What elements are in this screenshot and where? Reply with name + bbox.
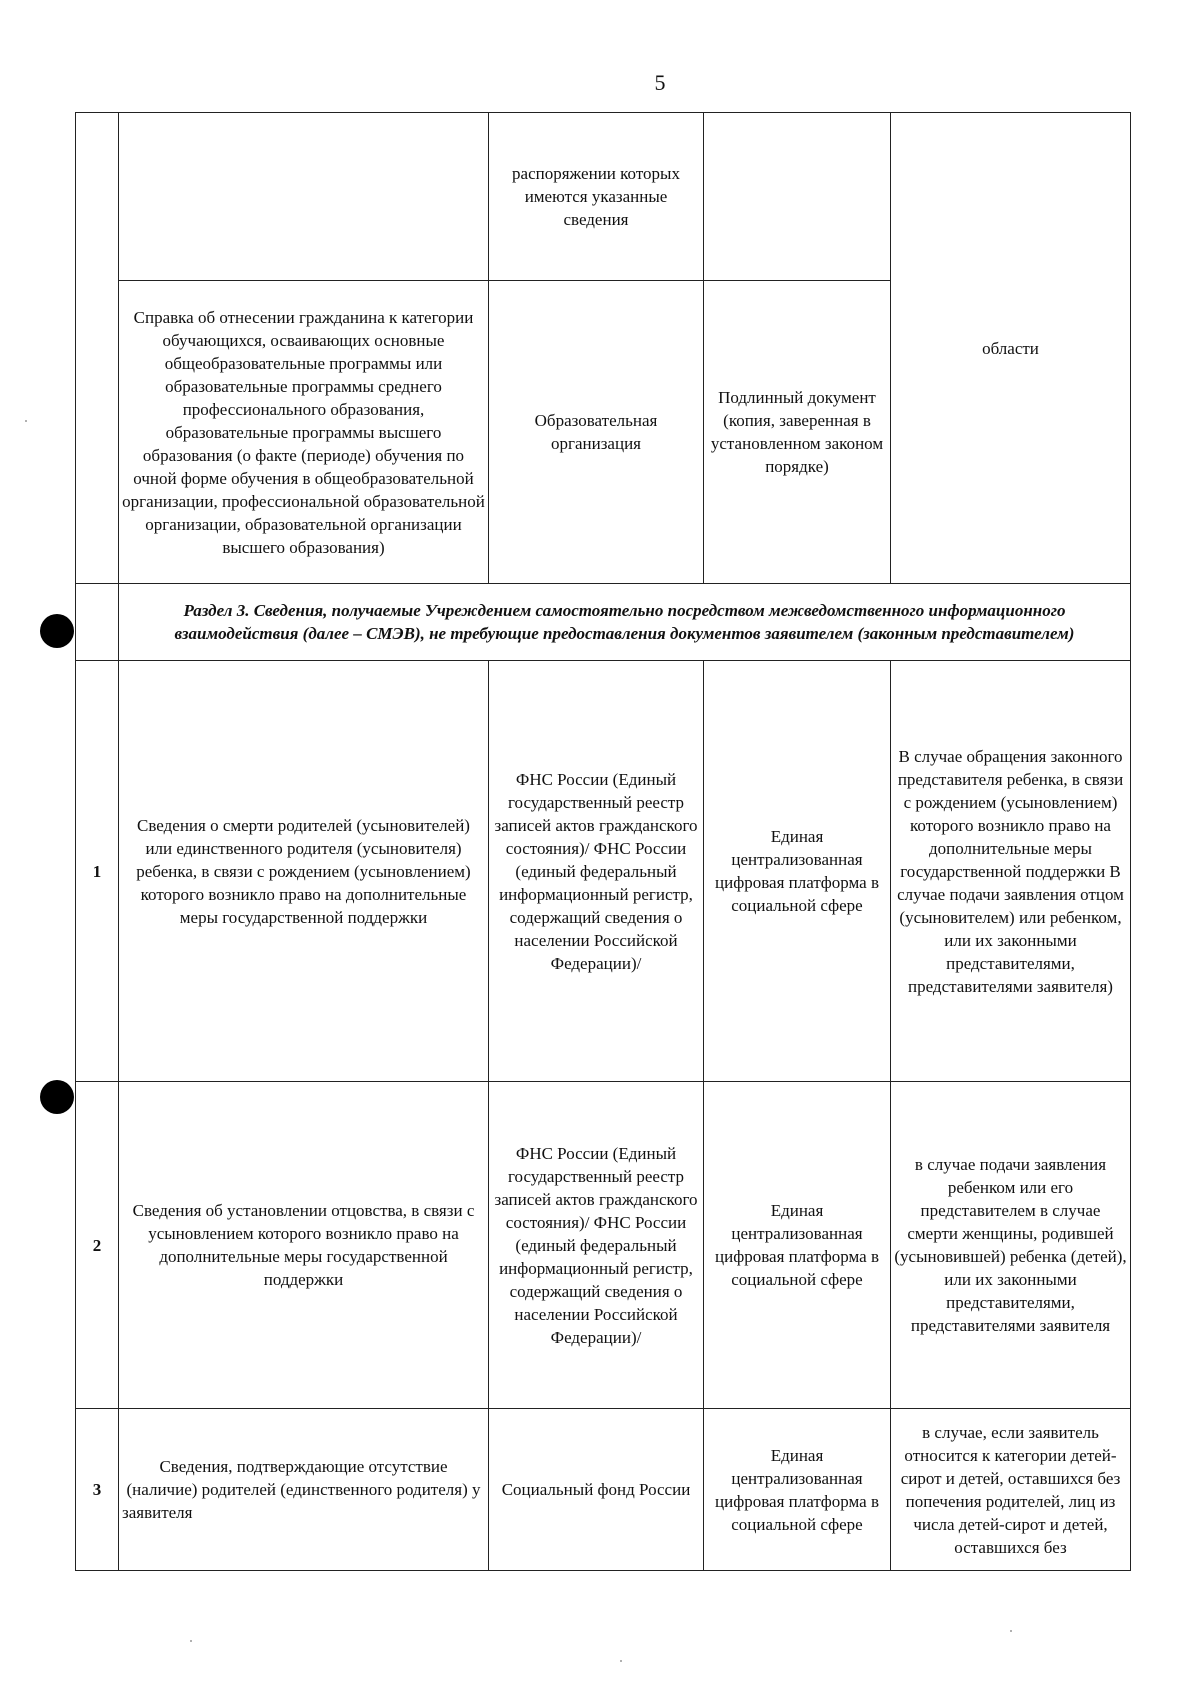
row-number: 2 xyxy=(76,1082,119,1409)
table-cell-channel: Единая централизованная цифровая платформа в социальной сфере xyxy=(704,661,891,1082)
page-number: 5 xyxy=(654,70,666,95)
table-cell-source: распоряжении которых имеются указанные сведения xyxy=(489,113,704,281)
table-cell-name: Сведения об установлении отцовства, в связи с усыновлением которого возникло право на дополнительные меры государственной поддержки xyxy=(119,1082,489,1409)
table-cell-source: ФНС России (Единый государственный реестр записей актов гражданского состояния)/ ФНС России (единый федеральный информационный регистр, содержащий сведения о населении Российской Федерации)/ xyxy=(489,661,704,1082)
punch-hole xyxy=(40,614,74,648)
table-row xyxy=(76,1082,1131,1409)
row-number: 3 xyxy=(76,1409,119,1571)
table-row xyxy=(76,113,1131,281)
table-cell-num xyxy=(76,113,119,584)
table-cell-name: Сведения, подтверждающие отсутствие (наличие) родителей (единственного родителя) у заявителя xyxy=(119,1409,489,1571)
table-cell-channel: Единая централизованная цифровая платформа в социальной сфере xyxy=(704,1082,891,1409)
table-cell-source: ФНС России (Единый государственный реестр записей актов гражданского состояния)/ ФНС России (единый федеральный информационный регистр, содержащий сведения о населении Российской Федерации)/ xyxy=(489,1082,704,1409)
table-cell-num xyxy=(76,584,119,661)
punch-hole xyxy=(40,1080,74,1114)
table-cell-name xyxy=(119,113,489,281)
scan-speck xyxy=(25,420,27,422)
table-cell-condition: в случае, если заявитель относится к категории детей-сирот и детей, оставшихся без попечения родителей, лиц из числа детей-сирот и детей, оставшихся без xyxy=(891,1409,1131,1571)
scan-speck xyxy=(1010,1630,1012,1632)
table-cell-condition: области xyxy=(891,113,1131,584)
scan-speck xyxy=(620,1660,622,1662)
table-row xyxy=(76,661,1131,1082)
section-header: Раздел 3. Сведения, получаемые Учреждением самостоятельно посредством межведомственного информационного взаимодействия (далее – СМЭВ), не требующие предоставления документов заявителем (законным представителем) xyxy=(119,584,1131,661)
table-cell-condition: В случае обращения законного представителя ребенка, в связи с рождением (усыновлением) которого возникло право на дополнительные меры государственной поддержки В случае подачи заявления отцом (усыновителем) или ребенком, или их законными представителями, представителями заявителя) xyxy=(891,661,1131,1082)
table-cell-condition: в случае подачи заявления ребенком или его представителем в случае смерти женщины, родившей (усыновившей) ребенка (детей), или их законными представителями, представителями заявителя xyxy=(891,1082,1131,1409)
table-cell-source: Образовательная организация xyxy=(489,281,704,584)
row-number: 1 xyxy=(76,661,119,1082)
table-cell-name: Сведения о смерти родителей (усыновителей) или единственного родителя (усыновителя) ребенка, в связи с рождением (усыновлением) которого возникло право на дополнительные меры государственной поддержки xyxy=(119,661,489,1082)
documents-table xyxy=(75,112,1131,1571)
table-cell-form: Подлинный документ (копия, заверенная в установленном законом порядке) xyxy=(704,281,891,584)
scan-speck xyxy=(190,1640,192,1642)
table-cell-name: Справка об отнесении гражданина к категории обучающихся, осваивающих основные общеобразовательные программы или образовательные программы среднего профессионального образования, образовательные программы высшего образования (о факте (периоде) обучения по очной форме обучения в общеобразовательной организации, профессиональной образовательной организации, образовательной организации высшего образования) xyxy=(119,281,489,584)
table-row xyxy=(76,1409,1131,1571)
section-header-row xyxy=(76,584,1131,661)
table-cell-source: Социальный фонд России xyxy=(489,1409,704,1571)
table-cell-channel: Единая централизованная цифровая платформа в социальной сфере xyxy=(704,1409,891,1571)
table-cell-form xyxy=(704,113,891,281)
